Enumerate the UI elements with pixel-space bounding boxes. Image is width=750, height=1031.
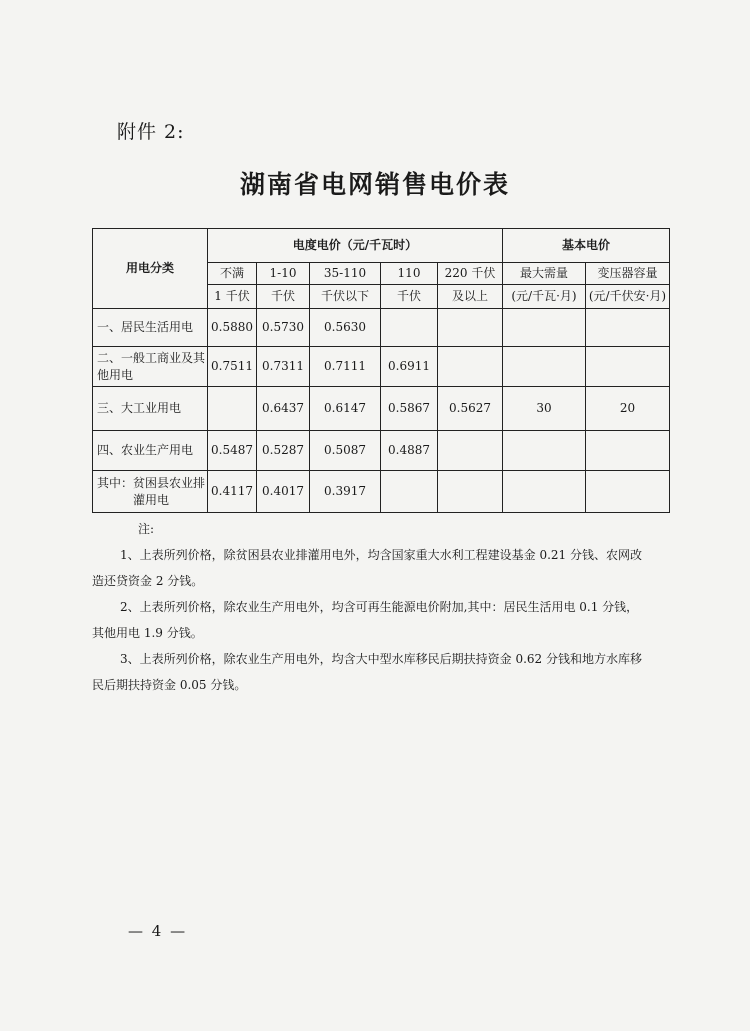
table-row bbox=[93, 471, 670, 513]
table-cell bbox=[438, 431, 503, 471]
table-cell: 0.5087 bbox=[310, 431, 381, 471]
note-item: 1、上表所列价格，除贫困县农业排灌用电外，均含国家重大水利工程建设基金 0.21 分钱、农网改造还贷资金 2 分钱。 bbox=[92, 548, 642, 588]
basic-price-header: 基本电价 bbox=[503, 229, 670, 263]
col-header-line2: (元/千瓦·月) bbox=[503, 285, 586, 309]
table-cell: 0.5287 bbox=[257, 431, 310, 471]
table-cell: 20 bbox=[586, 387, 670, 431]
page-title: 湖南省电网销售电价表 bbox=[239, 170, 510, 199]
table-cell bbox=[586, 431, 670, 471]
col-header-line1: 1-10 bbox=[257, 263, 310, 285]
col-header-line1: 不满 bbox=[208, 263, 257, 285]
table-cell bbox=[381, 309, 438, 347]
table-cell bbox=[586, 309, 670, 347]
attachment-label: 附件 2: bbox=[117, 121, 185, 143]
table-row bbox=[93, 309, 670, 347]
table-cell bbox=[503, 471, 586, 513]
col-header-line2: 1 千伏 bbox=[208, 285, 257, 309]
table-cell bbox=[586, 347, 670, 387]
table-cell bbox=[503, 431, 586, 471]
table-cell: 0.7111 bbox=[310, 347, 381, 387]
table-cell: 0.4887 bbox=[381, 431, 438, 471]
table-cell: 0.3917 bbox=[310, 471, 381, 513]
table-cell: 0.5630 bbox=[310, 309, 381, 347]
table-cell bbox=[381, 471, 438, 513]
energy-price-header: 电度电价（元/千瓦时） bbox=[208, 229, 503, 263]
row-label: 二、一般工商业及其他用电 bbox=[93, 347, 208, 387]
col-header-line2: (元/千伏安·月) bbox=[586, 285, 670, 309]
table-cell bbox=[438, 347, 503, 387]
col-header-line1: 最大需量 bbox=[503, 263, 586, 285]
table-cell bbox=[586, 471, 670, 513]
row-label: 一、居民生活用电 bbox=[93, 309, 208, 347]
table-cell: 30 bbox=[503, 387, 586, 431]
notes-heading: 注: bbox=[138, 522, 155, 536]
table-cell bbox=[503, 309, 586, 347]
notes-section bbox=[92, 516, 650, 698]
col-header-line1: 220 千伏 bbox=[438, 263, 503, 285]
col-header-line2: 及以上 bbox=[438, 285, 503, 309]
table-cell: 0.7311 bbox=[257, 347, 310, 387]
table-cell bbox=[503, 347, 586, 387]
col-header-line1: 35-110 bbox=[310, 263, 381, 285]
table-cell: 0.5867 bbox=[381, 387, 438, 431]
row-label: 三、大工业用电 bbox=[93, 387, 208, 431]
price-table bbox=[92, 228, 670, 513]
table-row bbox=[93, 431, 670, 471]
table-cell: 0.6437 bbox=[257, 387, 310, 431]
category-header: 用电分类 bbox=[93, 229, 208, 309]
page-number: — 4 — bbox=[128, 922, 188, 940]
table-row bbox=[93, 347, 670, 387]
table-row bbox=[93, 387, 670, 431]
table-cell: 0.6147 bbox=[310, 387, 381, 431]
table-cell bbox=[208, 387, 257, 431]
table-cell: 0.7511 bbox=[208, 347, 257, 387]
table-cell: 0.5730 bbox=[257, 309, 310, 347]
row-label: 四、农业生产用电 bbox=[93, 431, 208, 471]
row-label: 其中：贫困县农业排灌用电 bbox=[93, 471, 208, 513]
col-header-line1: 110 bbox=[381, 263, 438, 285]
table-cell: 0.4017 bbox=[257, 471, 310, 513]
table-cell: 0.5487 bbox=[208, 431, 257, 471]
note-item: 3、上表所列价格，除农业生产用电外，均含大中型水库移民后期扶持资金 0.62 分钱和地方水库移民后期扶持资金 0.05 分钱。 bbox=[92, 652, 642, 692]
note-item: 2、上表所列价格，除农业生产用电外，均含可再生能源电价附加,其中：居民生活用电 0.1 分钱，其他用电 1.9 分钱。 bbox=[92, 600, 639, 640]
table-cell bbox=[438, 309, 503, 347]
col-header-line2: 千伏 bbox=[381, 285, 438, 309]
table-cell: 0.5880 bbox=[208, 309, 257, 347]
table-cell: 0.4117 bbox=[208, 471, 257, 513]
col-header-line2: 千伏 bbox=[257, 285, 310, 309]
table-cell: 0.5627 bbox=[438, 387, 503, 431]
col-header-line1: 变压器容量 bbox=[586, 263, 670, 285]
table-cell: 0.6911 bbox=[381, 347, 438, 387]
col-header-line2: 千伏以下 bbox=[310, 285, 381, 309]
table-cell bbox=[438, 471, 503, 513]
